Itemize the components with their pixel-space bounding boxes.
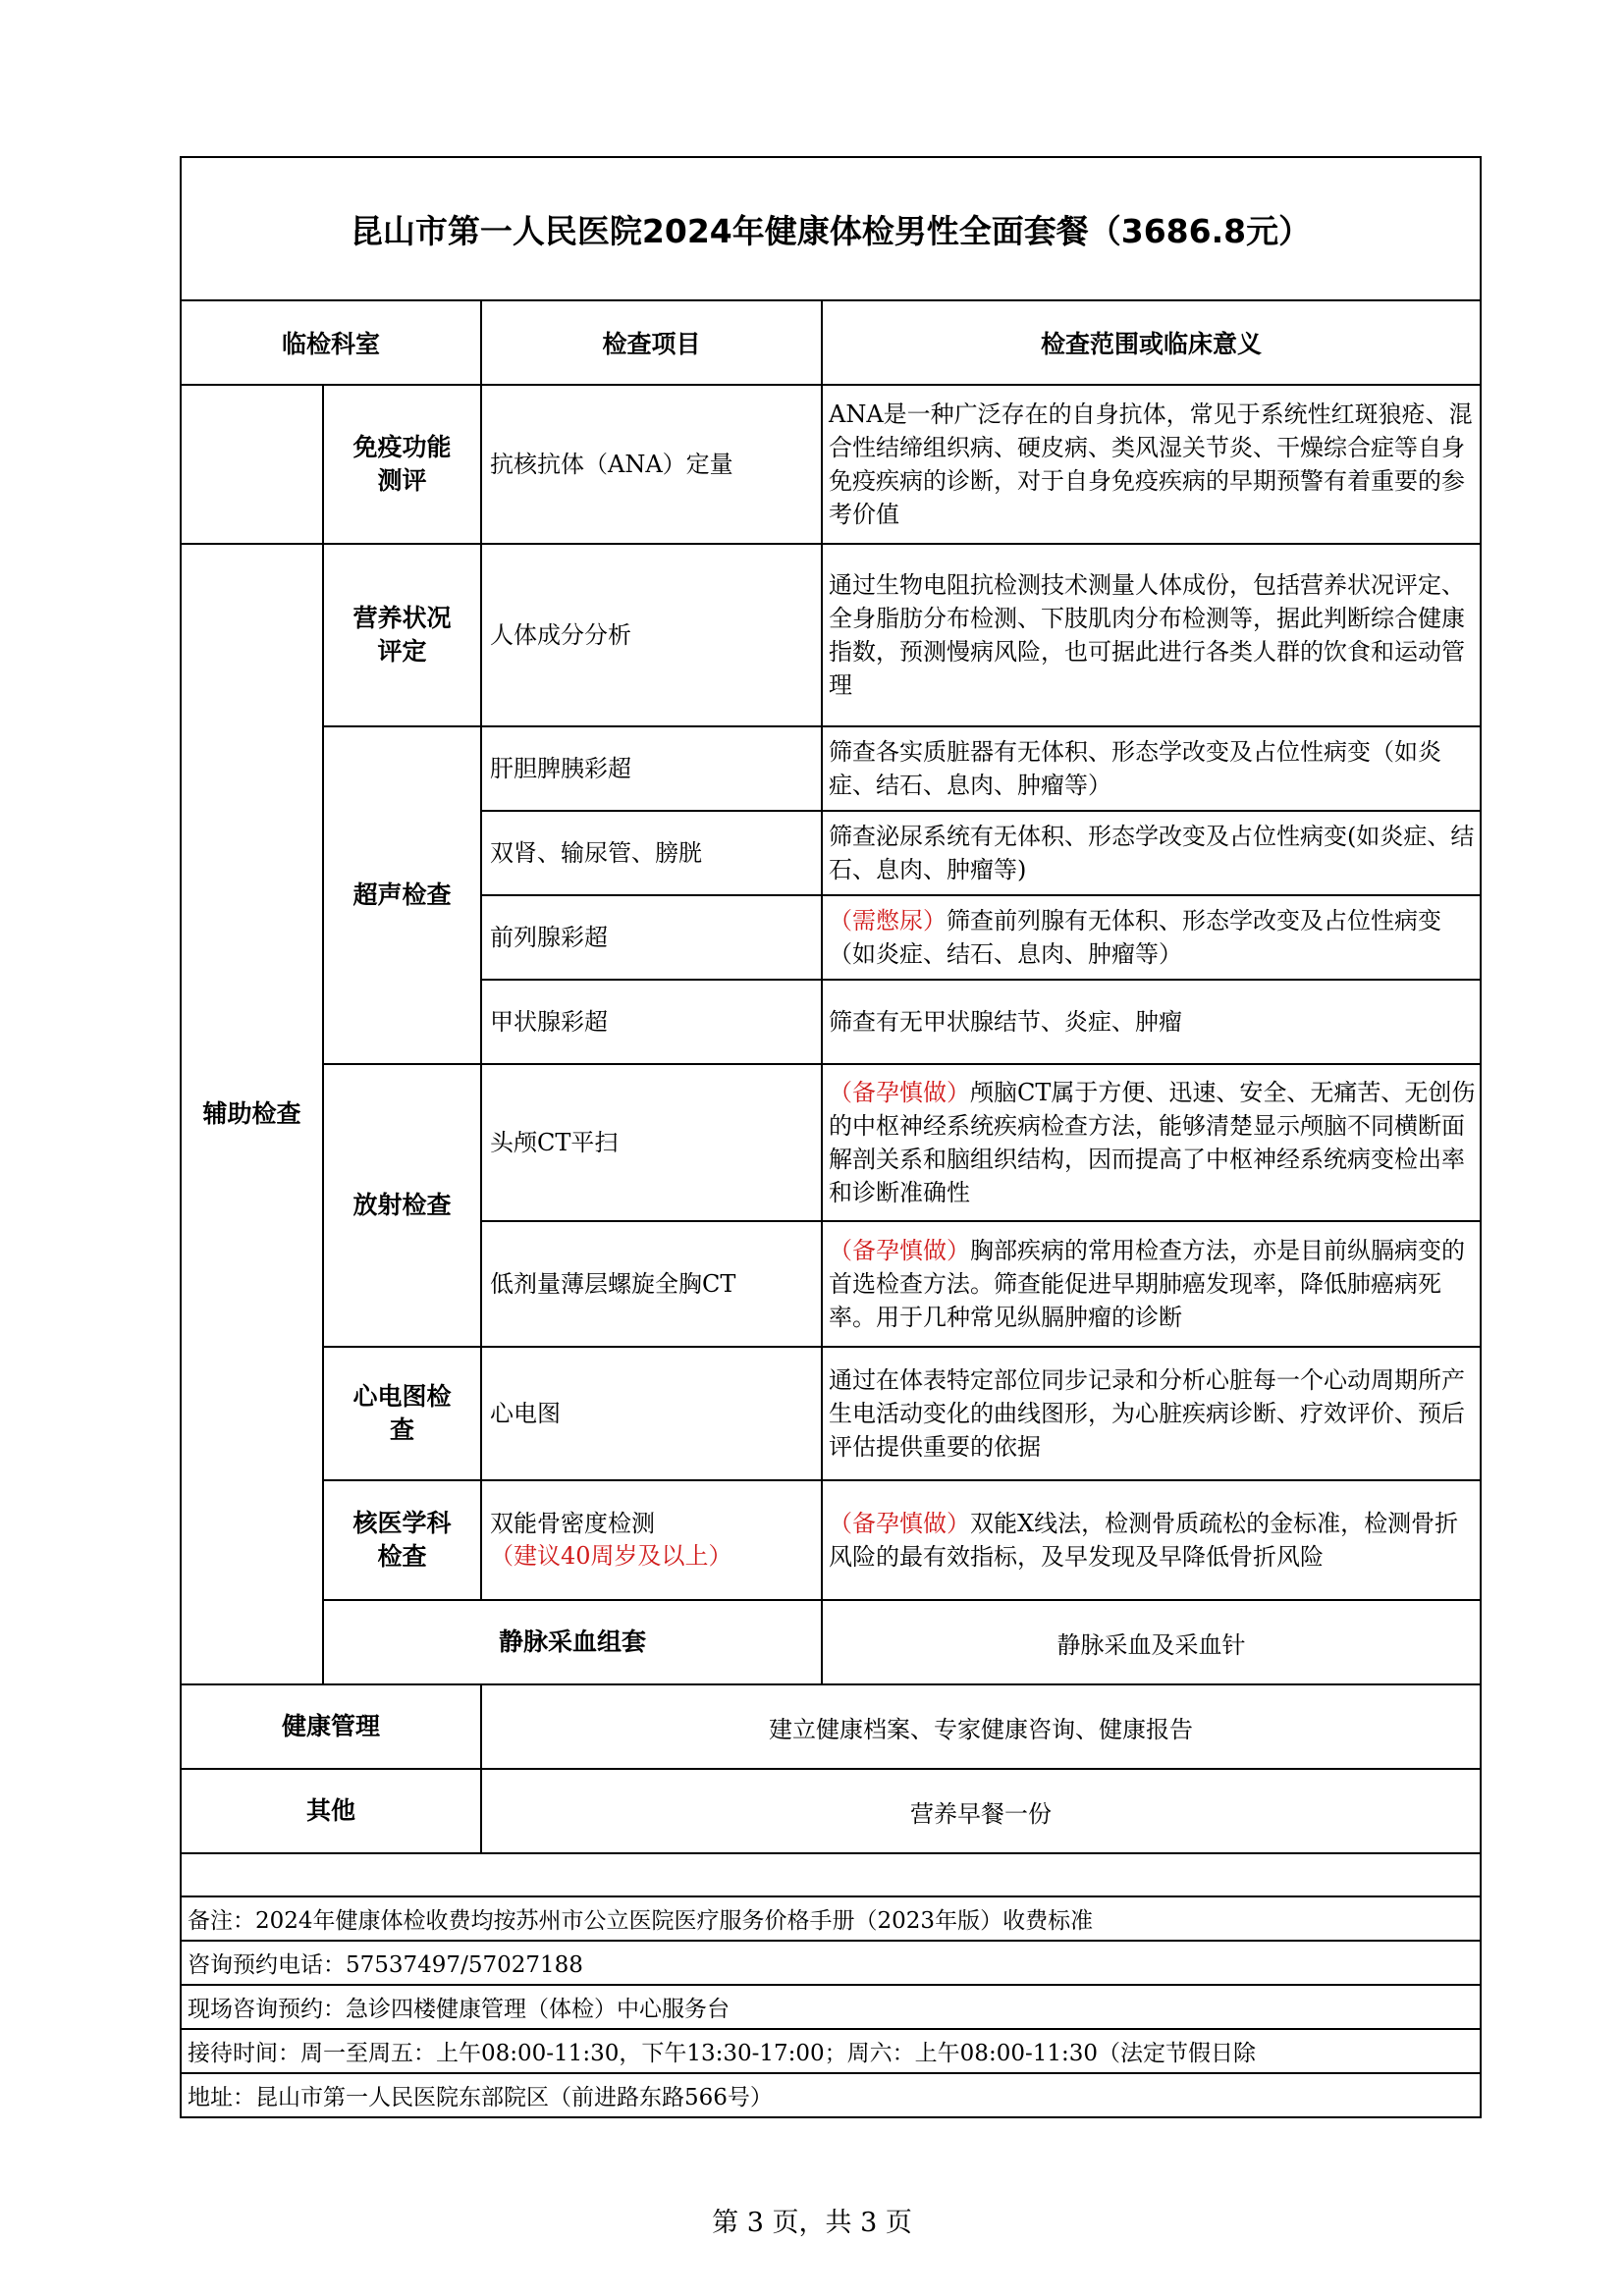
age-note: （建议40周岁及以上） [490, 1542, 732, 1570]
note-row [181, 1941, 1481, 1985]
warning-note: （备孕慎做） [829, 1237, 970, 1264]
table-row [181, 1064, 1481, 1221]
warning-note: （备孕慎做） [829, 1079, 970, 1106]
header-dept: 临检科室 [181, 300, 481, 385]
note-phone: 咨询预约电话：57537497/57027188 [181, 1941, 1481, 1985]
category-nutrition: 营养状况评定 [323, 544, 481, 726]
table-row [181, 385, 1481, 544]
note-remark: 备注：2024年健康体检收费均按苏州市公立医院医疗服务价格手册（2023年版）收费标准 [181, 1896, 1481, 1941]
item-ecg: 心电图 [481, 1347, 822, 1480]
package-sheet [180, 156, 1480, 2118]
desc-ultrasound-3: （需憋尿）筛查前列腺有无体积、形态学改变及占位性病变（如炎症、结石、息肉、肿瘤等） [822, 895, 1481, 980]
note-address: 地址：昆山市第一人民医院东部院区（前进路东路566号） [181, 2073, 1481, 2117]
value-blood: 静脉采血及采血针 [822, 1600, 1481, 1684]
desc-body-composition: 通过生物电阻抗检测技术测量人体成份，包括营养状况评定、全身脂肪分布检测、下肢肌肉分布检测等，据此判断综合健康指数，预测慢病风险，也可据此进行各类人群的饮食和运动管理 [822, 544, 1481, 726]
category-nuclear: 核医学科检查 [323, 1480, 481, 1600]
desc-ultrasound-2: 筛查泌尿系统有无体积、形态学改变及占位性病变(如炎症、结石、息肉、肿瘤等) [822, 811, 1481, 895]
item-ultrasound-3: 前列腺彩超 [481, 895, 822, 980]
table-row [181, 544, 1481, 726]
empty-cell [181, 385, 323, 544]
table-row [181, 1769, 1481, 1853]
desc-ecg: 通过在体表特定部位同步记录和分析心脏每一个心动周期所产生电活动变化的曲线图形，为心脏疾病诊断、疗效评价、预后评估提供重要的依据 [822, 1347, 1481, 1480]
page-footer: 第 3 页，共 3 页 [712, 2208, 912, 2238]
desc-ultrasound-4: 筛查有无甲状腺结节、炎症、肿瘤 [822, 980, 1481, 1064]
table-row [181, 1480, 1481, 1600]
item-bone-density: 双能骨密度检测 （建议40周岁及以上） [481, 1480, 822, 1600]
category-other: 其他 [181, 1769, 481, 1853]
item-ultrasound-2: 双肾、输尿管、膀胱 [481, 811, 822, 895]
desc-ana: ANA是一种广泛存在的自身抗体，常见于系统性红斑狼疮、混合性结缔组织病、硬皮病、类风湿关节炎、干燥综合症等自身免疫疾病的诊断，对于自身免疫疾病的早期预警有着重要的参考价值 [822, 385, 1481, 544]
note-onsite: 现场咨询预约：急诊四楼健康管理（体检）中心服务台 [181, 1985, 1481, 2029]
item-ana: 抗核抗体（ANA）定量 [481, 385, 822, 544]
page-title: 昆山市第一人民医院2024年健康体检男性全面套餐（3686.8元） [181, 157, 1481, 300]
item-chest-ct: 低剂量薄层螺旋全胸CT [481, 1221, 822, 1347]
value-health: 建立健康档案、专家健康咨询、健康报告 [481, 1684, 1481, 1769]
note-hours: 接待时间：周一至周五：上午08:00-11:30，下午13:30-17:00；周六：上午08:00-11:30（法定节假日除 [181, 2029, 1481, 2073]
desc-chest-ct: （备孕慎做）胸部疾病的常用检查方法，亦是目前纵膈病变的首选检查方法。筛查能促进早期肺癌发现率，降低肺癌病死率。用于几种常见纵膈肿瘤的诊断 [822, 1221, 1481, 1347]
group-aux: 辅助检查 [181, 544, 323, 1684]
note-row [181, 2029, 1481, 2073]
category-immune: 免疫功能测评 [323, 385, 481, 544]
note-row [181, 1896, 1481, 1941]
category-ecg: 心电图检查 [323, 1347, 481, 1480]
table-row [181, 726, 1481, 811]
value-other: 营养早餐一份 [481, 1769, 1481, 1853]
notes-spacer [181, 1853, 1481, 1896]
header-row [181, 300, 1481, 385]
desc-head-ct: （备孕慎做）颅脑CT属于方便、迅速、安全、无痛苦、无创伤的中枢神经系统疾病检查方法，能够清楚显示颅脑不同横断面解剖关系和脑组织结构，因而提高了中枢神经系统病变检出率和诊断准确性 [822, 1064, 1481, 1221]
item-body-composition: 人体成分分析 [481, 544, 822, 726]
header-item: 检查项目 [481, 300, 822, 385]
category-blood: 静脉采血组套 [323, 1600, 822, 1684]
desc-ultrasound-1: 筛查各实质脏器有无体积、形态学改变及占位性病变（如炎症、结石、息肉、肿瘤等） [822, 726, 1481, 811]
note-row [181, 1985, 1481, 2029]
category-ultrasound: 超声检查 [323, 726, 481, 1064]
category-health: 健康管理 [181, 1684, 481, 1769]
desc-bone-density: （备孕慎做）双能X线法，检测骨质疏松的金标准，检测骨折风险的最有效指标，及早发现及早降低骨折风险 [822, 1480, 1481, 1600]
item-ultrasound-1: 肝胆脾胰彩超 [481, 726, 822, 811]
warning-note: （备孕慎做） [829, 1510, 970, 1537]
table-row [181, 1347, 1481, 1480]
package-table [180, 156, 1482, 2118]
item-ultrasound-4: 甲状腺彩超 [481, 980, 822, 1064]
table-row [181, 1600, 1481, 1684]
note-row [181, 2073, 1481, 2117]
item-head-ct: 头颅CT平扫 [481, 1064, 822, 1221]
header-meaning: 检查范围或临床意义 [822, 300, 1481, 385]
warning-note: （需憋尿） [829, 907, 947, 934]
table-row [181, 1684, 1481, 1769]
category-radiology: 放射检查 [323, 1064, 481, 1347]
